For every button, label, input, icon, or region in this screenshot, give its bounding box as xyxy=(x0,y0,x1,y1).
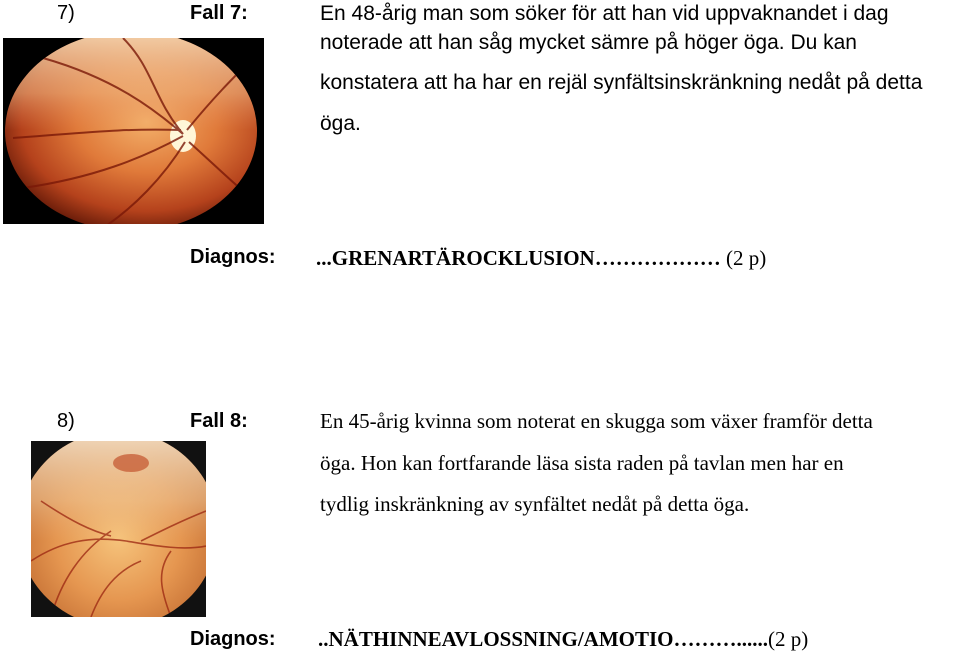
case-number: 8) xyxy=(57,410,75,432)
diagnosis-label: Diagnos: xyxy=(190,628,276,650)
diagnosis-answer-text: ...GRENARTÄROCKLUSION……………… xyxy=(316,246,721,270)
case-description-line: konstatera att ha har en rejäl synfältsinskränkning nedåt på detta xyxy=(320,71,923,94)
diagnosis-points: (2 p) xyxy=(720,246,767,270)
case-description-line: En 48-årig man som söker för att han vid uppvaknandet i dag xyxy=(320,2,889,25)
diagnosis-answer xyxy=(318,627,808,652)
case-title: Fall 8: xyxy=(190,410,248,432)
case-description-line: En 45-årig kvinna som noterat en skugga som växer framför detta xyxy=(320,409,873,433)
diagnosis-points: (2 p) xyxy=(768,627,809,651)
case-description-line: tydlig inskränkning av synfältet nedåt på detta öga. xyxy=(320,492,750,516)
case-title: Fall 7: xyxy=(190,2,248,24)
case-description-line: noterade att han såg mycket sämre på höger öga. Du kan xyxy=(320,31,857,54)
case-description-line: öga. xyxy=(320,112,361,135)
fundus-photo-branch-artery-occlusion xyxy=(3,38,264,224)
fundus-photo-retinal-detachment xyxy=(31,441,206,617)
case-number: 7) xyxy=(57,2,75,24)
diagnosis-answer xyxy=(316,246,766,271)
diagnosis-label: Diagnos: xyxy=(190,246,276,268)
diagnosis-answer-text: ..NÄTHINNEAVLOSSNING/AMOTIO………...... xyxy=(318,627,769,651)
case-description-line: öga. Hon kan fortfarande läsa sista raden på tavlan men har en xyxy=(320,451,844,475)
